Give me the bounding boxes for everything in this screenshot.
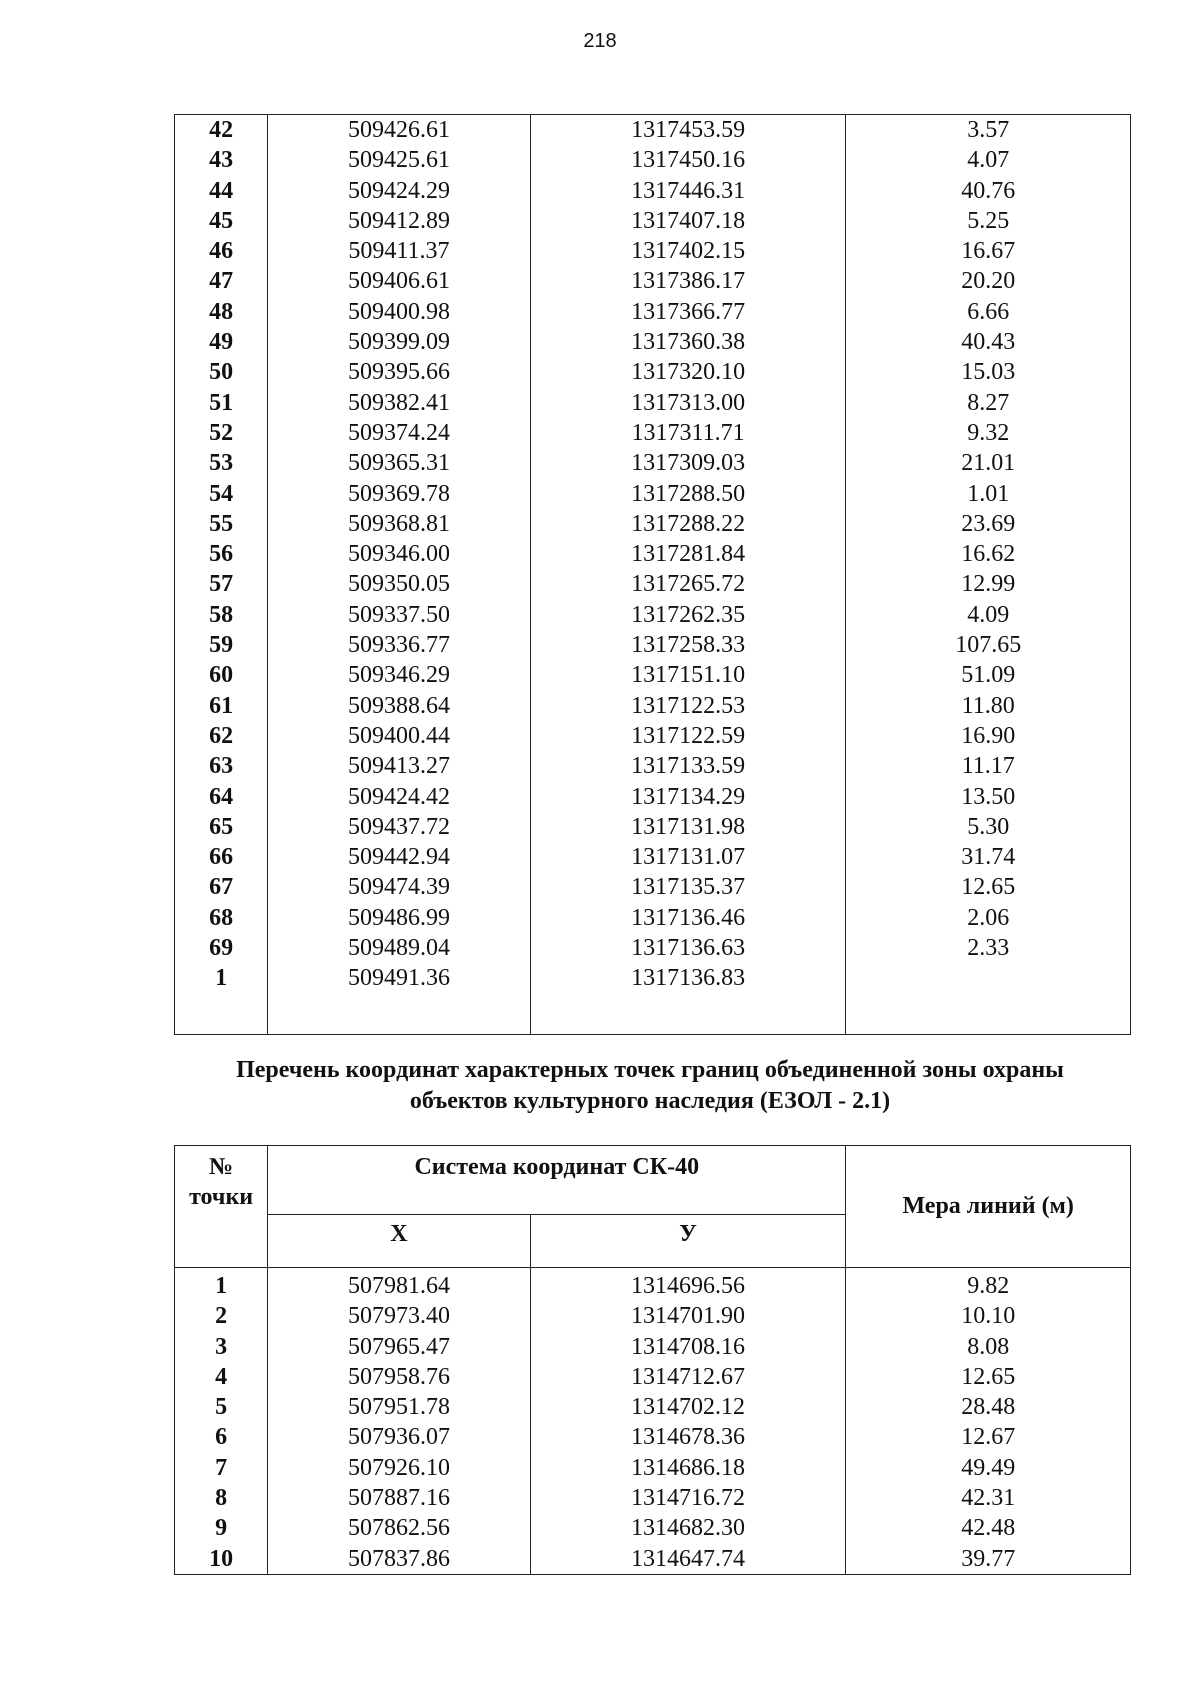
point-number-cell: 52: [175, 418, 268, 448]
table-row: [175, 206, 1131, 236]
table-row: [175, 266, 1131, 296]
line-measure-cell: 3.57: [846, 115, 1131, 146]
table-row: [175, 660, 1131, 690]
point-number-cell: 54: [175, 479, 268, 509]
table-row: [175, 842, 1131, 872]
x-coordinate-cell: 509365.31: [268, 448, 531, 478]
y-coordinate-cell: 1314682.30: [530, 1513, 846, 1543]
line-measure-cell: 4.09: [846, 600, 1131, 630]
point-number-cell: 7: [175, 1453, 268, 1483]
line-measure-cell: 16.62: [846, 539, 1131, 569]
point-number-cell: 53: [175, 448, 268, 478]
y-coordinate-cell: 1317136.46: [530, 903, 846, 933]
x-coordinate-cell: 507936.07: [268, 1422, 531, 1452]
y-coordinate-cell: 1317386.17: [530, 266, 846, 296]
table-row: [175, 1544, 1131, 1575]
x-coordinate-cell: 509474.39: [268, 872, 531, 902]
x-coordinate-cell: 509442.94: [268, 842, 531, 872]
line-measure-cell: 15.03: [846, 357, 1131, 387]
x-coordinate-cell: 509399.09: [268, 327, 531, 357]
table-row: [175, 145, 1131, 175]
y-coordinate-cell: 1314696.56: [530, 1268, 846, 1302]
line-measure-cell: 9.32: [846, 418, 1131, 448]
table-row: [175, 600, 1131, 630]
table-row: [175, 1392, 1131, 1422]
section-title-line-2: объектов культурного наследия (ЕЗОЛ - 2.1): [409, 1088, 891, 1114]
y-coordinate-cell: 1317366.77: [530, 297, 846, 327]
x-coordinate-cell: 507887.16: [268, 1483, 531, 1513]
x-coordinate-cell: 507837.86: [268, 1544, 531, 1575]
x-coordinate-cell: 509413.27: [268, 751, 531, 781]
point-number-cell: 8: [175, 1483, 268, 1513]
y-coordinate-cell: 1317288.50: [530, 479, 846, 509]
point-number-cell: 42: [175, 115, 268, 146]
line-measure-cell: 16.90: [846, 721, 1131, 751]
line-measure-cell: 28.48: [846, 1392, 1131, 1422]
table-row: [175, 751, 1131, 781]
y-coordinate-cell: 1317313.00: [530, 388, 846, 418]
x-coordinate-cell: 509411.37: [268, 236, 531, 266]
table-row: [175, 1268, 1131, 1302]
line-measure-cell: 12.99: [846, 569, 1131, 599]
y-coordinate-cell: 1317281.84: [530, 539, 846, 569]
table-row: [175, 509, 1131, 539]
empty-cell: [175, 994, 268, 1035]
line-measure-cell: [846, 963, 1131, 993]
x-coordinate-cell: 509400.98: [268, 297, 531, 327]
line-measure-cell: 12.65: [846, 872, 1131, 902]
point-number-cell: 65: [175, 812, 268, 842]
line-measure-cell: 6.66: [846, 297, 1131, 327]
line-measure-cell: 39.77: [846, 1544, 1131, 1575]
header-point-number-symbol: №: [209, 1154, 234, 1180]
y-coordinate-cell: 1314716.72: [530, 1483, 846, 1513]
x-coordinate-cell: 509374.24: [268, 418, 531, 448]
line-measure-cell: 107.65: [846, 630, 1131, 660]
x-coordinate-cell: 509426.61: [268, 115, 531, 146]
y-coordinate-cell: 1317135.37: [530, 872, 846, 902]
x-coordinate-cell: 509412.89: [268, 206, 531, 236]
table-row: [175, 115, 1131, 146]
header-y: У: [530, 1215, 846, 1268]
line-measure-cell: 2.06: [846, 903, 1131, 933]
x-coordinate-cell: 509424.29: [268, 176, 531, 206]
table-row: [175, 236, 1131, 266]
line-measure-cell: 2.33: [846, 933, 1131, 963]
table-row: [175, 327, 1131, 357]
x-coordinate-cell: 509491.36: [268, 963, 531, 993]
line-measure-cell: 42.48: [846, 1513, 1131, 1543]
line-measure-cell: 8.08: [846, 1332, 1131, 1362]
x-coordinate-cell: 507926.10: [268, 1453, 531, 1483]
point-number-cell: 43: [175, 145, 268, 175]
point-number-cell: 2: [175, 1301, 268, 1331]
empty-cell: [530, 994, 846, 1035]
line-measure-cell: 51.09: [846, 660, 1131, 690]
line-measure-cell: 4.07: [846, 145, 1131, 175]
table-row: [175, 418, 1131, 448]
table-row: [175, 479, 1131, 509]
table-body: [175, 115, 1131, 1035]
point-number-cell: 64: [175, 782, 268, 812]
point-number-cell: 57: [175, 569, 268, 599]
table-row-empty: [175, 994, 1131, 1035]
x-coordinate-cell: 509395.66: [268, 357, 531, 387]
table-row: [175, 630, 1131, 660]
x-coordinate-cell: 507965.47: [268, 1332, 531, 1362]
point-number-cell: 1: [175, 1268, 268, 1302]
y-coordinate-cell: 1317311.71: [530, 418, 846, 448]
y-coordinate-cell: 1317136.63: [530, 933, 846, 963]
point-number-cell: 46: [175, 236, 268, 266]
point-number-cell: 61: [175, 691, 268, 721]
point-number-cell: 66: [175, 842, 268, 872]
line-measure-cell: 13.50: [846, 782, 1131, 812]
x-coordinate-cell: 509346.29: [268, 660, 531, 690]
y-coordinate-cell: 1317360.38: [530, 327, 846, 357]
header-point-number: [175, 1146, 268, 1268]
y-coordinate-cell: 1317131.98: [530, 812, 846, 842]
table-header: [175, 1146, 1131, 1268]
point-number-cell: 69: [175, 933, 268, 963]
header-line-measure: Мера линий (м): [846, 1146, 1131, 1268]
line-measure-cell: 21.01: [846, 448, 1131, 478]
x-coordinate-cell: 509424.42: [268, 782, 531, 812]
line-measure-cell: 11.80: [846, 691, 1131, 721]
point-number-cell: 60: [175, 660, 268, 690]
table-row: [175, 1513, 1131, 1543]
table-row: [175, 812, 1131, 842]
point-number-cell: 45: [175, 206, 268, 236]
line-measure-cell: 5.30: [846, 812, 1131, 842]
line-measure-cell: 5.25: [846, 206, 1131, 236]
y-coordinate-cell: 1317151.10: [530, 660, 846, 690]
table-row: [175, 388, 1131, 418]
y-coordinate-cell: 1314712.67: [530, 1362, 846, 1392]
section-title-line-1: Перечень координат характерных точек границ объединенной зоны охраны: [236, 1057, 1064, 1083]
line-measure-cell: 40.76: [846, 176, 1131, 206]
y-coordinate-cell: 1317134.29: [530, 782, 846, 812]
x-coordinate-cell: 509486.99: [268, 903, 531, 933]
y-coordinate-cell: 1317320.10: [530, 357, 846, 387]
y-coordinate-cell: 1317407.18: [530, 206, 846, 236]
line-measure-cell: 10.10: [846, 1301, 1131, 1331]
x-coordinate-cell: 509350.05: [268, 569, 531, 599]
y-coordinate-cell: 1317446.31: [530, 176, 846, 206]
point-number-cell: 62: [175, 721, 268, 751]
y-coordinate-cell: 1314647.74: [530, 1544, 846, 1575]
point-number-cell: 67: [175, 872, 268, 902]
point-number-cell: 47: [175, 266, 268, 296]
x-coordinate-cell: 507958.76: [268, 1362, 531, 1392]
table-row: [175, 933, 1131, 963]
point-number-cell: 63: [175, 751, 268, 781]
line-measure-cell: 40.43: [846, 327, 1131, 357]
y-coordinate-cell: 1314686.18: [530, 1453, 846, 1483]
y-coordinate-cell: 1317122.59: [530, 721, 846, 751]
table-row: [175, 176, 1131, 206]
point-number-cell: 1: [175, 963, 268, 993]
x-coordinate-cell: 509369.78: [268, 479, 531, 509]
line-measure-cell: 8.27: [846, 388, 1131, 418]
point-number-cell: 44: [175, 176, 268, 206]
table-row: [175, 721, 1131, 751]
y-coordinate-cell: 1317122.53: [530, 691, 846, 721]
line-measure-cell: 42.31: [846, 1483, 1131, 1513]
point-number-cell: 50: [175, 357, 268, 387]
y-coordinate-cell: 1317262.35: [530, 600, 846, 630]
table-body: [175, 1268, 1131, 1575]
header-x: Х: [268, 1215, 531, 1268]
point-number-cell: 5: [175, 1392, 268, 1422]
point-number-cell: 51: [175, 388, 268, 418]
x-coordinate-cell: 509388.64: [268, 691, 531, 721]
table-row: [175, 1483, 1131, 1513]
header-coordinate-system: Система координат СК-40: [268, 1146, 846, 1215]
table-row: [175, 1453, 1131, 1483]
x-coordinate-cell: 509382.41: [268, 388, 531, 418]
y-coordinate-cell: 1317309.03: [530, 448, 846, 478]
x-coordinate-cell: 509346.00: [268, 539, 531, 569]
x-coordinate-cell: 509336.77: [268, 630, 531, 660]
table-row: [175, 872, 1131, 902]
y-coordinate-cell: 1317136.83: [530, 963, 846, 993]
x-coordinate-cell: 509406.61: [268, 266, 531, 296]
line-measure-cell: 1.01: [846, 479, 1131, 509]
x-coordinate-cell: 507981.64: [268, 1268, 531, 1302]
y-coordinate-cell: 1317265.72: [530, 569, 846, 599]
point-number-cell: 9: [175, 1513, 268, 1543]
table-row: [175, 357, 1131, 387]
table-row: [175, 691, 1131, 721]
line-measure-cell: 49.49: [846, 1453, 1131, 1483]
line-measure-cell: 9.82: [846, 1268, 1131, 1302]
table-row: [175, 1301, 1131, 1331]
y-coordinate-cell: 1317453.59: [530, 115, 846, 146]
x-coordinate-cell: 509400.44: [268, 721, 531, 751]
y-coordinate-cell: 1314701.90: [530, 1301, 846, 1331]
x-coordinate-cell: 507862.56: [268, 1513, 531, 1543]
point-number-cell: 6: [175, 1422, 268, 1452]
point-number-cell: 48: [175, 297, 268, 327]
line-measure-cell: 16.67: [846, 236, 1131, 266]
page-number: 218: [583, 30, 617, 52]
x-coordinate-cell: 509425.61: [268, 145, 531, 175]
point-number-cell: 58: [175, 600, 268, 630]
y-coordinate-cell: 1317258.33: [530, 630, 846, 660]
y-coordinate-cell: 1314678.36: [530, 1422, 846, 1452]
table-row: [175, 569, 1131, 599]
x-coordinate-cell: 507951.78: [268, 1392, 531, 1422]
table-row: [175, 539, 1131, 569]
y-coordinate-cell: 1317288.22: [530, 509, 846, 539]
line-measure-cell: 23.69: [846, 509, 1131, 539]
coordinates-table-continued: [174, 114, 1131, 1035]
table-row: [175, 782, 1131, 812]
table-row: [175, 448, 1131, 478]
table-row: [175, 1362, 1131, 1392]
table-row: [175, 297, 1131, 327]
point-number-cell: 10: [175, 1544, 268, 1575]
y-coordinate-cell: 1317402.15: [530, 236, 846, 266]
header-point-number-label: точки: [189, 1184, 254, 1210]
empty-cell: [268, 994, 531, 1035]
table-row: [175, 1422, 1131, 1452]
point-number-cell: 55: [175, 509, 268, 539]
line-measure-cell: 12.67: [846, 1422, 1131, 1452]
table-row: [175, 1332, 1131, 1362]
empty-cell: [846, 994, 1131, 1035]
x-coordinate-cell: 509368.81: [268, 509, 531, 539]
point-number-cell: 56: [175, 539, 268, 569]
point-number-cell: 3: [175, 1332, 268, 1362]
x-coordinate-cell: 509337.50: [268, 600, 531, 630]
line-measure-cell: 12.65: [846, 1362, 1131, 1392]
y-coordinate-cell: 1317450.16: [530, 145, 846, 175]
x-coordinate-cell: 509437.72: [268, 812, 531, 842]
y-coordinate-cell: 1314708.16: [530, 1332, 846, 1362]
y-coordinate-cell: 1317131.07: [530, 842, 846, 872]
line-measure-cell: 31.74: [846, 842, 1131, 872]
y-coordinate-cell: 1317133.59: [530, 751, 846, 781]
coordinates-table-ezol: [174, 1145, 1131, 1575]
point-number-cell: 4: [175, 1362, 268, 1392]
line-measure-cell: 20.20: [846, 266, 1131, 296]
table-row: [175, 963, 1131, 993]
point-number-cell: 49: [175, 327, 268, 357]
x-coordinate-cell: 507973.40: [268, 1301, 531, 1331]
section-title: [150, 1055, 1150, 1117]
x-coordinate-cell: 509489.04: [268, 933, 531, 963]
table-row: [175, 903, 1131, 933]
line-measure-cell: 11.17: [846, 751, 1131, 781]
y-coordinate-cell: 1314702.12: [530, 1392, 846, 1422]
point-number-cell: 59: [175, 630, 268, 660]
point-number-cell: 68: [175, 903, 268, 933]
